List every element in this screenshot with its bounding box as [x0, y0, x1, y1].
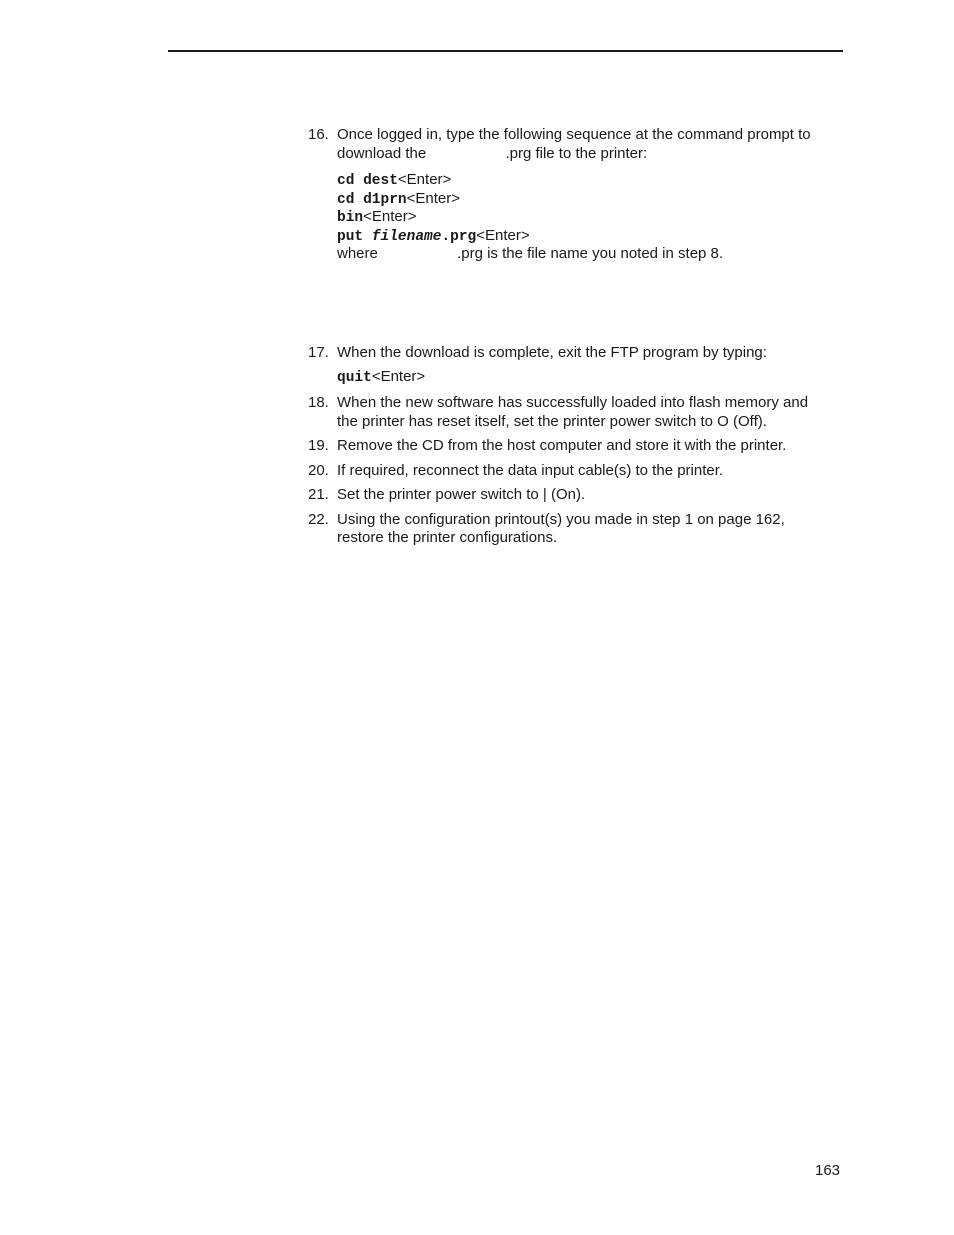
command-line: quit<Enter>: [337, 368, 426, 387]
step-number: 21.: [308, 486, 329, 504]
command-line: bin<Enter>: [337, 208, 417, 227]
step-text: Set the printer power switch to | (On).: [337, 486, 586, 504]
step-text: If required, reconnect the data input cable(s) to the printer.: [337, 461, 724, 479]
step-number: 16.: [308, 126, 329, 143]
step-text: Remove the CD from the host computer and store it with the printer.: [337, 437, 787, 455]
command-sequence: [308, 171, 838, 264]
step-17: [308, 344, 838, 363]
procedure-steps: [308, 126, 838, 548]
step-text: When the new software has successfully loaded into flash memory and the printer has reset itself, set the printer power switch to O (Off).: [337, 394, 809, 430]
step-19: [308, 437, 838, 456]
command-line: cd d1prn<Enter>: [337, 189, 460, 208]
step-number: 17.: [308, 343, 329, 361]
step-number: 22.: [308, 510, 329, 528]
step-number: 19.: [308, 437, 329, 455]
blank-placeholder: [426, 145, 505, 162]
step-18: [308, 394, 838, 431]
step-22: [308, 511, 838, 548]
command-line: cd dest<Enter>: [337, 171, 452, 189]
step-21: [308, 486, 838, 505]
step-20: [308, 462, 838, 481]
command-sequence: [308, 368, 838, 387]
step-text: Using the configuration printout(s) you made in step 1 on page 162, restore the printer configurations.: [337, 510, 785, 547]
command-line: put filename.prg<Enter>: [337, 226, 530, 245]
page-number: 163: [815, 1162, 841, 1179]
step-16: [308, 126, 838, 163]
step-text: Once logged in, type the following sequence at the command prompt to download the .prg file to the printer:: [337, 126, 811, 162]
header-rule: [168, 50, 843, 52]
step-text: When the download is complete, exit the FTP program by typing:: [337, 343, 767, 361]
step-number: 20.: [308, 461, 329, 479]
where-note: where .prg is the file name you noted in step 8.: [337, 245, 724, 263]
blank-placeholder: [378, 245, 457, 262]
step-number: 18.: [308, 394, 329, 412]
